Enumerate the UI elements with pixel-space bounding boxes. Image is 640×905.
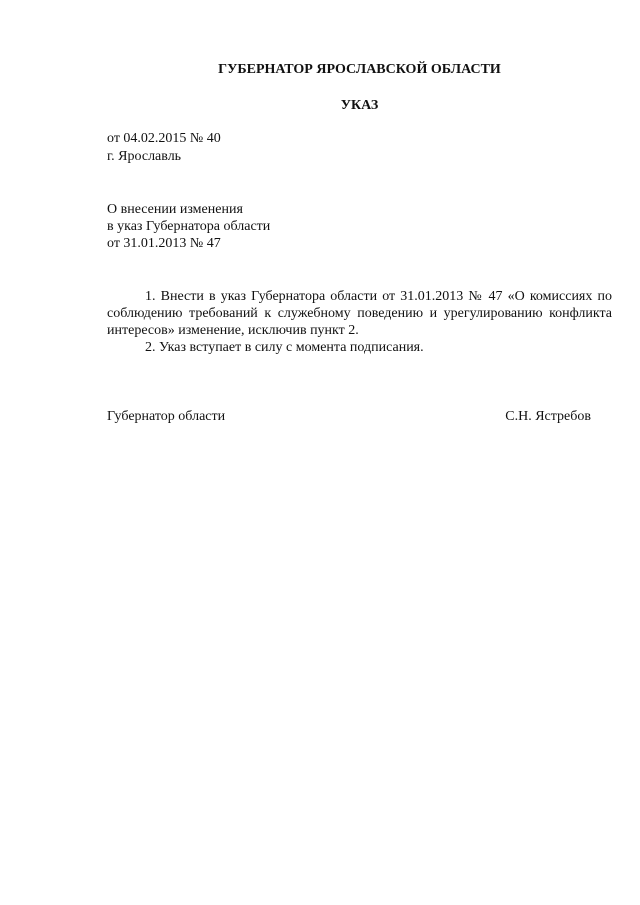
signer-position: Губернатор области — [107, 409, 226, 424]
document-body — [107, 288, 612, 356]
document-meta — [107, 131, 221, 167]
subject-line-1: О внесении изменения — [107, 202, 243, 217]
subject-line-2: в указ Губернатора области — [107, 219, 271, 234]
document-subject — [107, 202, 270, 253]
document-city: г. Ярославль — [107, 149, 182, 164]
document-type-heading: УКАЗ — [340, 98, 379, 113]
signature-block — [107, 409, 591, 425]
body-paragraph-2: 2. Указ вступает в силу с момента подписания. — [145, 340, 424, 355]
document-authority-heading: ГУБЕРНАТОР ЯРОСЛАВСКОЙ ОБЛАСТИ — [218, 62, 501, 77]
body-paragraph-1: 1. Внести в указ Губернатора области от 31.01.2013 № 47 «О комиссиях по соблюдению требований к служебному поведению и урегулированию конфликта интересов» изменение, исключив пункт 2. — [107, 289, 612, 338]
signer-name: С.Н. Ястребов — [505, 409, 591, 424]
subject-line-3: от 31.01.2013 № 47 — [107, 236, 221, 251]
document-date-number: от 04.02.2015 № 40 — [107, 131, 221, 146]
